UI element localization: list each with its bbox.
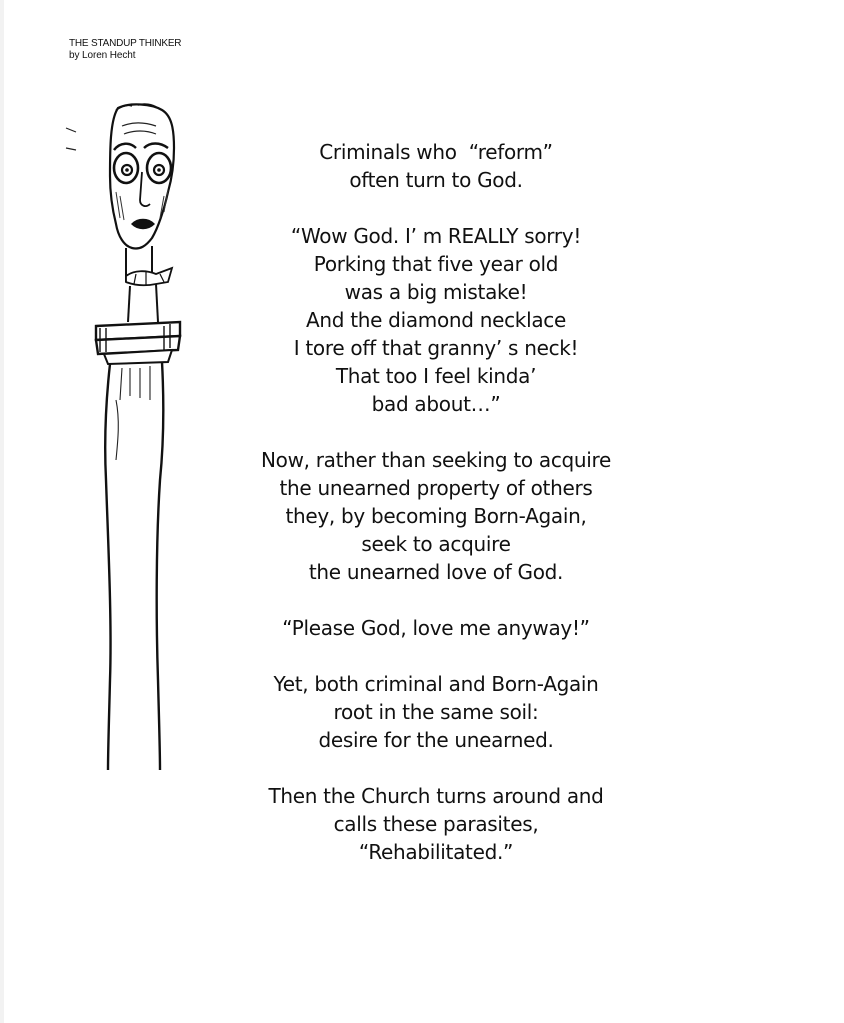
poem-line: “Please God, love me anyway!”: [282, 616, 590, 640]
stanza: [230, 222, 642, 418]
poem-line: “Rehabilitated.”: [358, 840, 514, 864]
poem-line: I tore off that granny’ s neck!: [293, 336, 579, 360]
stanza: [230, 782, 642, 866]
poem-line: “Wow God. I’ m REALLY sorry!: [290, 224, 582, 248]
poem-line: was a big mistake!: [344, 280, 528, 304]
poem-line: seek to acquire: [361, 532, 511, 556]
poem: [230, 138, 642, 866]
header-title: THE STANDUP THINKER: [69, 38, 182, 49]
poem-line: bad about…”: [371, 392, 501, 416]
stanza: [230, 138, 642, 194]
header: [69, 38, 181, 62]
poem-line: calls these parasites,: [333, 812, 539, 836]
poem-line: That too I feel kinda’: [335, 364, 537, 388]
poem-line: Then the Church turns around and: [268, 784, 604, 808]
poem-line: the unearned property of others: [279, 476, 593, 500]
poem-line: Criminals who “reform”: [319, 140, 553, 164]
poem-line: desire for the unearned.: [318, 728, 554, 752]
poem-line: And the diamond necklace: [305, 308, 567, 332]
poem-line: often turn to God.: [349, 168, 523, 192]
poem-line: they, by becoming Born-Again,: [285, 504, 587, 528]
stanza: [230, 670, 642, 754]
page-edge: [0, 0, 4, 1023]
poem-line: Porking that five year old: [313, 252, 559, 276]
poem-line: the unearned love of God.: [308, 560, 564, 584]
poem-line: Yet, both criminal and Born-Again: [273, 672, 599, 696]
standup-thinker-figure-icon: [60, 100, 190, 780]
poem-line: root in the same soil:: [333, 700, 539, 724]
header-author: by Loren Hecht: [69, 50, 136, 61]
stanza: [230, 446, 642, 586]
stanza: [230, 614, 642, 642]
poem-line: Now, rather than seeking to acquire: [260, 448, 612, 472]
